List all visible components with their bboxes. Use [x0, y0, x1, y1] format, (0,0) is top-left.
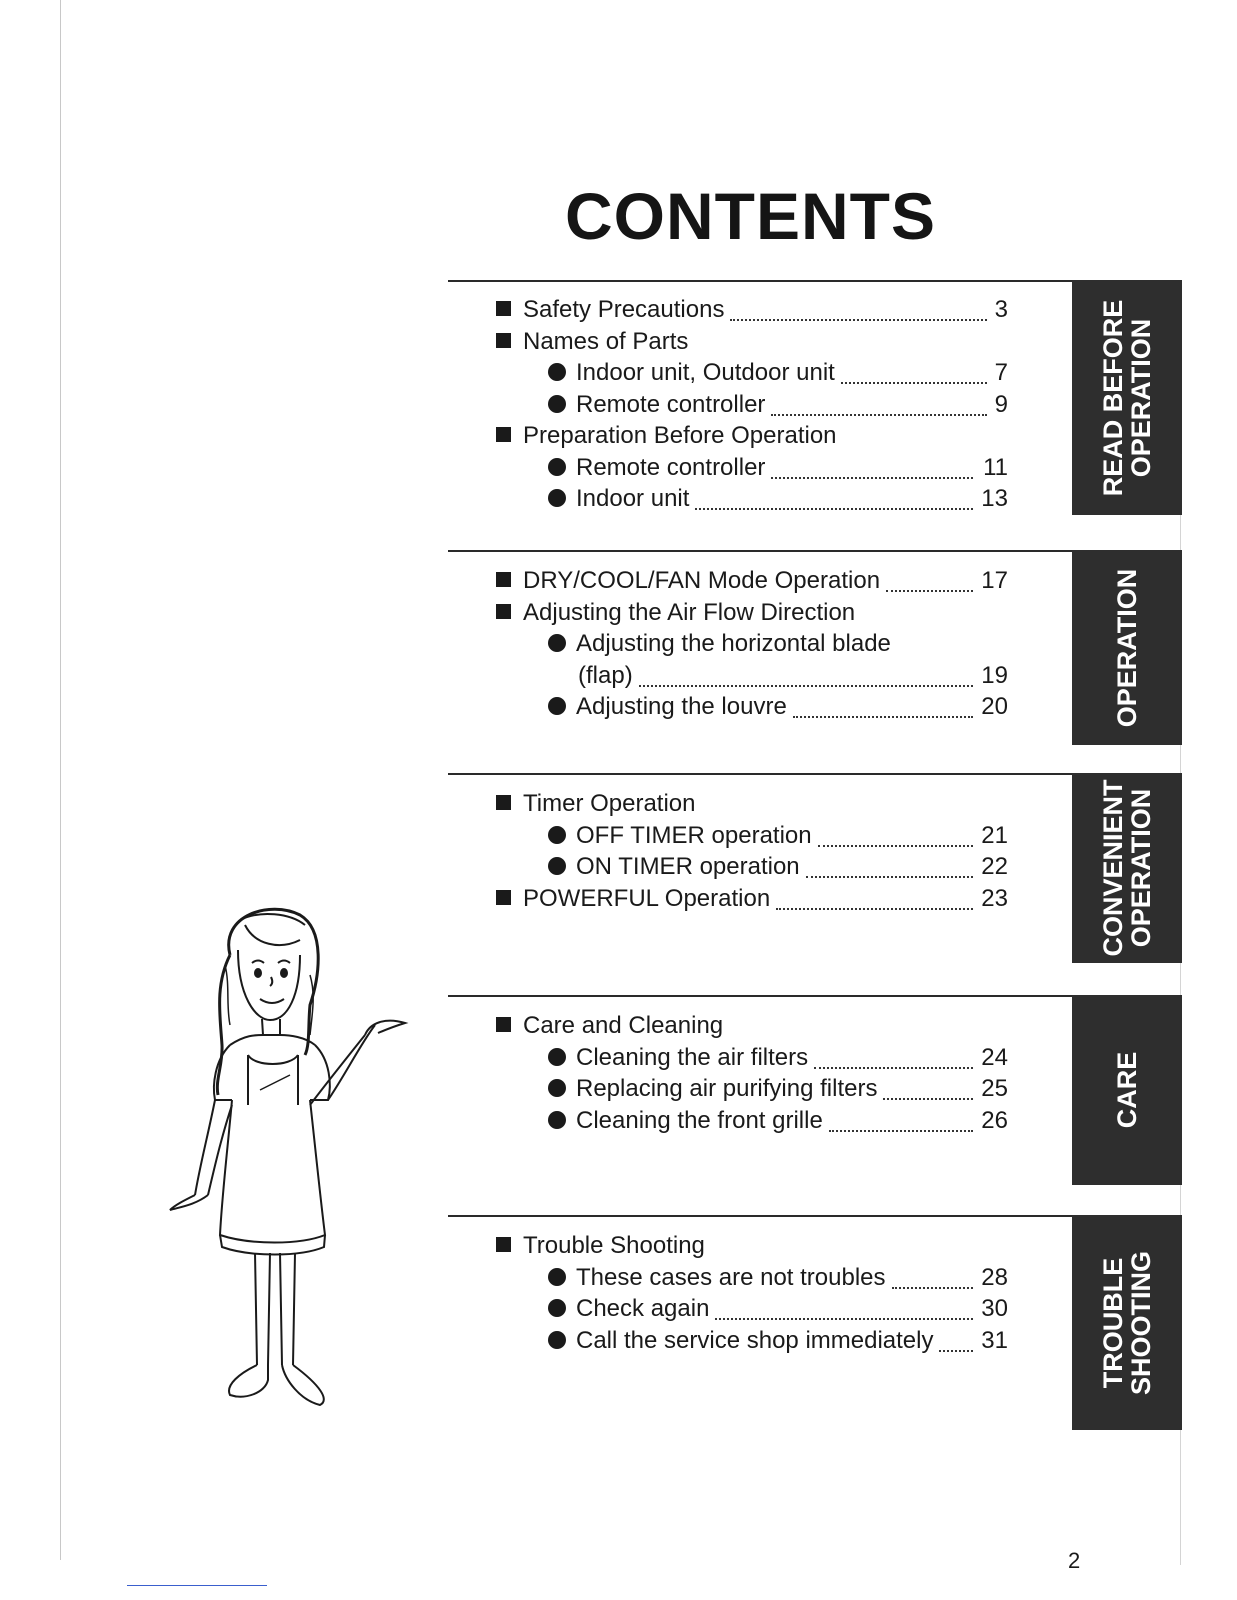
round-bullet-icon	[548, 1268, 566, 1286]
section-tab	[1072, 995, 1182, 1185]
section-tab-label: SHOOTING	[1126, 1250, 1156, 1395]
toc-entry-text: Trouble Shooting	[523, 1232, 705, 1259]
square-bullet-icon	[496, 1017, 511, 1032]
round-bullet-icon	[548, 1079, 566, 1097]
toc-entry-text: Replacing air purifying filters	[576, 1075, 878, 1102]
section-tab	[1072, 280, 1182, 515]
toc-subentry[interactable]	[548, 1074, 877, 1104]
toc-page-number: 28	[981, 1263, 1008, 1291]
dot-leader	[892, 1287, 973, 1289]
square-bullet-icon	[496, 1237, 511, 1252]
dot-leader	[771, 414, 987, 416]
toc-heading[interactable]	[496, 566, 880, 596]
toc-page-number: 21	[981, 821, 1008, 849]
toc-page-number: 17	[981, 567, 1008, 594]
toc-subentry[interactable]	[548, 821, 812, 851]
section-tab-label: OPERATION	[1126, 788, 1156, 948]
toc-page-number: 19	[981, 661, 1008, 689]
dot-leader	[639, 685, 973, 687]
square-bullet-icon	[496, 333, 511, 348]
round-bullet-icon	[548, 857, 566, 875]
toc-heading[interactable]	[496, 598, 855, 628]
round-bullet-icon	[548, 697, 566, 715]
dot-leader	[818, 845, 973, 847]
toc-page-number: 3	[994, 296, 1008, 323]
toc-page-number: 7	[994, 359, 1008, 386]
dot-leader	[814, 1067, 973, 1069]
toc-page-number: 9	[994, 390, 1008, 418]
toc-page-number: 25	[981, 1075, 1008, 1102]
toc-entry-text: Names of Parts	[523, 327, 689, 355]
toc-entry-text: POWERFUL Operation	[523, 884, 771, 912]
toc-page-number: 20	[981, 693, 1008, 720]
toc-entry-text: Safety Precautions	[523, 296, 725, 323]
dot-leader	[715, 1318, 973, 1320]
toc-subentry[interactable]	[548, 1326, 933, 1356]
dot-leader	[730, 319, 987, 321]
toc-entry-text: Timer Operation	[523, 790, 696, 817]
woman-illustration	[160, 895, 410, 1425]
toc-page-number: 24	[981, 1043, 1008, 1071]
dot-leader	[771, 477, 973, 479]
toc-subentry[interactable]	[548, 453, 765, 483]
toc-subentry[interactable]	[548, 1106, 823, 1136]
round-bullet-icon	[548, 1048, 566, 1066]
section-tab-label: TROUBLE	[1098, 1257, 1128, 1388]
toc-heading[interactable]	[496, 789, 696, 819]
round-bullet-icon	[548, 363, 566, 381]
round-bullet-icon	[548, 1299, 566, 1317]
toc-page-number: 11	[983, 453, 1008, 481]
toc-section	[448, 995, 1182, 1195]
dot-leader	[793, 716, 973, 718]
toc-section	[448, 1215, 1182, 1440]
round-bullet-icon	[548, 458, 566, 476]
dot-leader	[886, 590, 973, 592]
toc-subentry[interactable]	[548, 484, 689, 514]
dot-leader	[841, 382, 987, 384]
square-bullet-icon	[496, 572, 511, 587]
toc-subentry[interactable]	[578, 661, 633, 691]
dot-leader	[939, 1350, 973, 1352]
toc-entry-text: Cleaning the air filters	[576, 1043, 809, 1071]
toc-subentry[interactable]	[548, 1043, 808, 1073]
dot-leader	[806, 876, 973, 878]
round-bullet-icon	[548, 826, 566, 844]
toc-subentry[interactable]	[548, 629, 891, 659]
toc-entry-text: (flap)	[578, 661, 633, 689]
toc-subentry[interactable]	[548, 358, 835, 388]
toc-subentry[interactable]	[548, 852, 800, 882]
toc-entry-text: Check again	[576, 1295, 710, 1322]
dot-leader	[883, 1098, 973, 1100]
toc-entry-text: Adjusting the louvre	[576, 693, 787, 720]
toc-entry-text: Indoor unit, Outdoor unit	[576, 359, 835, 386]
square-bullet-icon	[496, 301, 511, 316]
square-bullet-icon	[496, 604, 511, 619]
toc-entry-text: Care and Cleaning	[523, 1012, 724, 1039]
round-bullet-icon	[548, 1331, 566, 1349]
toc-subentry[interactable]	[548, 390, 765, 420]
toc-entry-text: Adjusting the horizontal blade	[576, 630, 891, 657]
toc-heading[interactable]	[496, 421, 837, 451]
section-tab-label: CARE	[1112, 1051, 1142, 1129]
toc-page-number: 31	[981, 1326, 1008, 1354]
toc-heading[interactable]	[496, 884, 770, 914]
toc-heading[interactable]	[496, 1231, 705, 1261]
round-bullet-icon	[548, 489, 566, 507]
section-tab-label: OPERATION	[1112, 568, 1142, 727]
round-bullet-icon	[548, 395, 566, 413]
section-tab	[1072, 550, 1182, 745]
square-bullet-icon	[496, 795, 511, 810]
toc-subentry[interactable]	[548, 1263, 886, 1293]
round-bullet-icon	[548, 1111, 566, 1129]
toc-section	[448, 773, 1182, 973]
toc-entry-text: DRY/COOL/FAN Mode Operation	[523, 567, 881, 594]
section-tab	[1072, 1215, 1182, 1430]
toc-section	[448, 280, 1182, 525]
toc-heading[interactable]	[496, 327, 688, 357]
toc-page-number: 30	[981, 1295, 1008, 1322]
toc-entry-text: Remote controller	[576, 453, 766, 481]
toc-entry-text: Call the service shop immediately	[576, 1326, 934, 1354]
dot-leader	[695, 508, 973, 510]
section-tab-label: READ BEFORE	[1098, 299, 1128, 496]
bottom-underline	[127, 1585, 267, 1586]
round-bullet-icon	[548, 634, 566, 652]
square-bullet-icon	[496, 890, 511, 905]
page-title: CONTENTS	[565, 179, 936, 253]
toc-subentry[interactable]	[548, 1294, 709, 1324]
toc-page-number: 22	[981, 853, 1008, 880]
toc-page-number: 26	[981, 1106, 1008, 1134]
dot-leader	[829, 1130, 973, 1132]
dot-leader	[776, 908, 973, 910]
toc-entry-text: Remote controller	[576, 390, 766, 418]
toc-heading[interactable]	[496, 295, 724, 325]
section-tab-label: CONVENIENT	[1098, 779, 1128, 957]
toc-entry-text: Indoor unit	[576, 485, 690, 512]
section-tab	[1072, 773, 1182, 963]
toc-page-number: 23	[981, 884, 1008, 912]
toc-entry-text: Adjusting the Air Flow Direction	[523, 598, 856, 626]
toc-entry-text: These cases are not troubles	[576, 1263, 886, 1291]
page-number: 2	[1068, 1548, 1081, 1573]
toc-subentry[interactable]	[548, 692, 787, 722]
toc-entry-text: Preparation Before Operation	[523, 422, 837, 449]
toc-entry-text: OFF TIMER operation	[576, 821, 812, 849]
toc-page-number: 13	[981, 485, 1008, 512]
square-bullet-icon	[496, 427, 511, 442]
toc-entry-text: ON TIMER operation	[576, 853, 800, 880]
toc-heading[interactable]	[496, 1011, 723, 1041]
section-tab-label: OPERATION	[1126, 318, 1156, 477]
left-margin-line	[60, 0, 61, 1560]
toc-entry-text: Cleaning the front grille	[576, 1106, 823, 1134]
toc-section	[448, 550, 1182, 755]
